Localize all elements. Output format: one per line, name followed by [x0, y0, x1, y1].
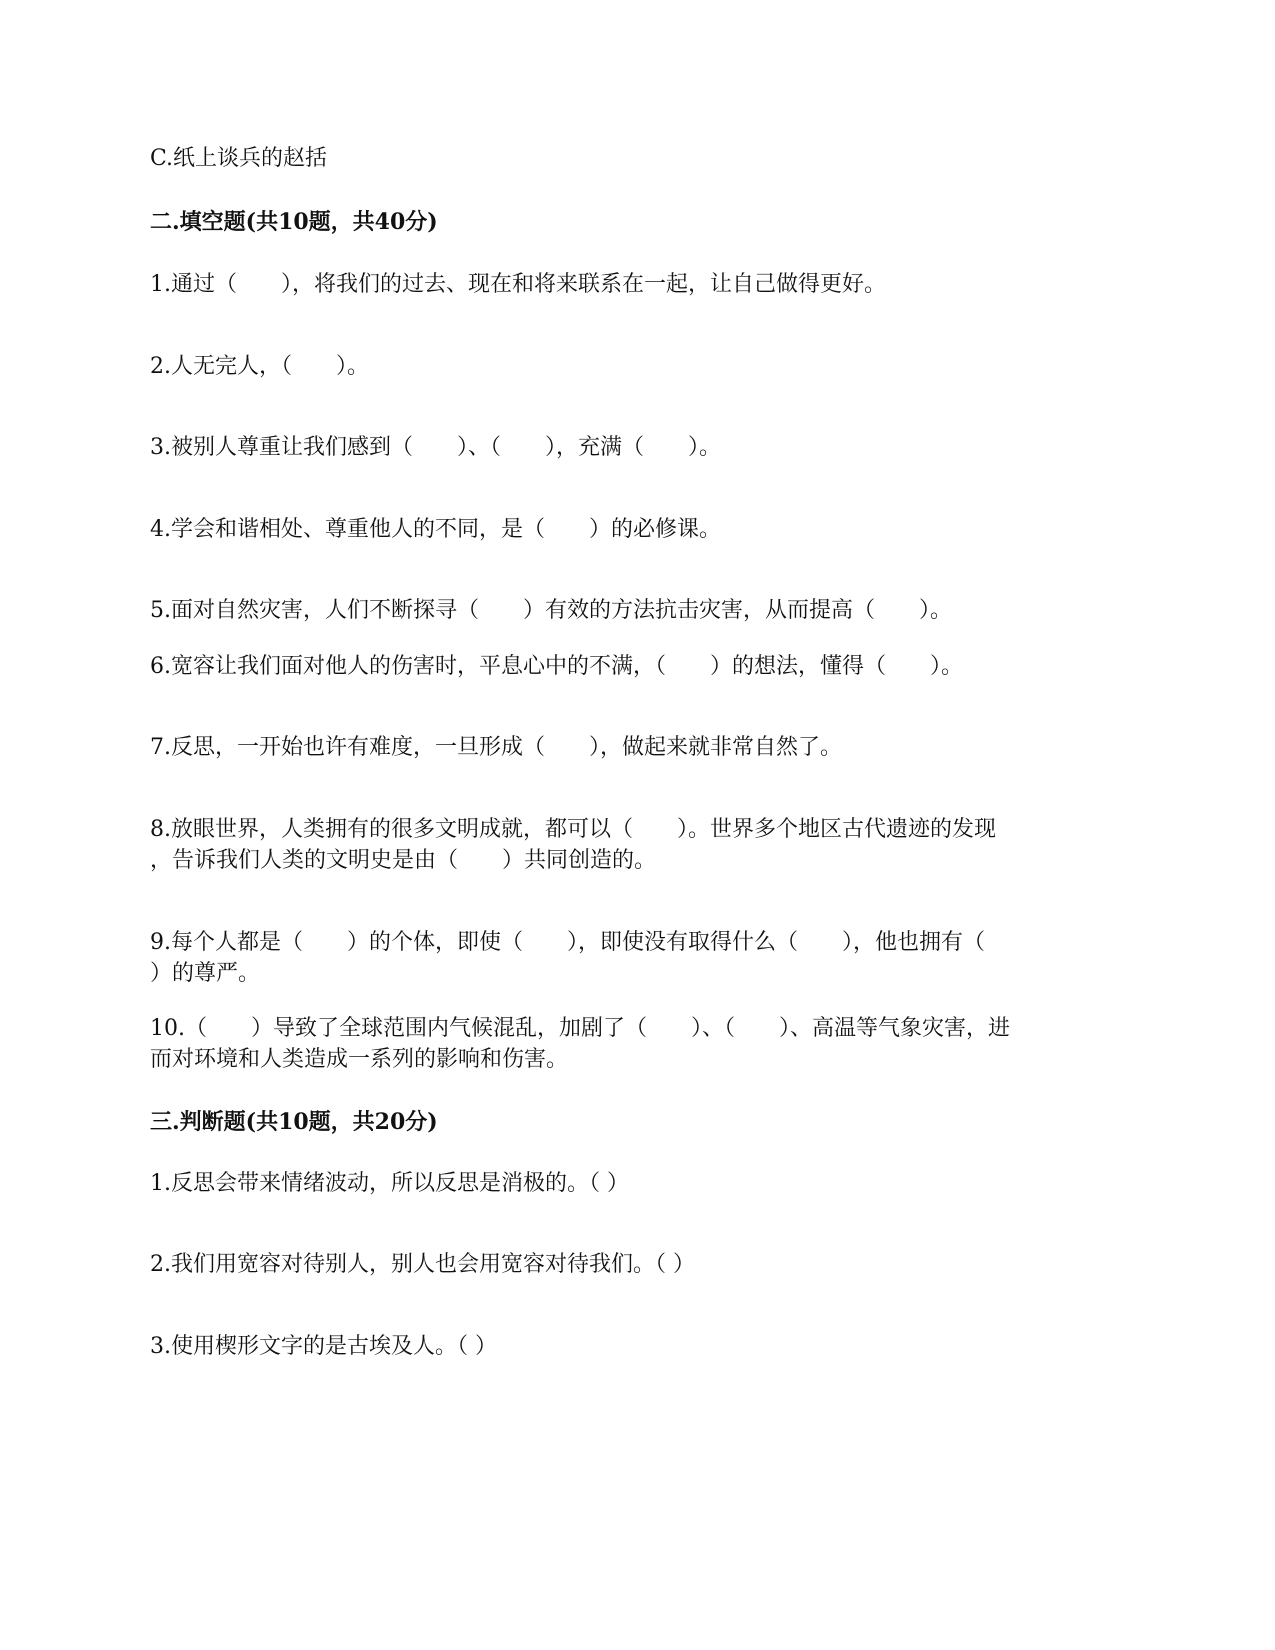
fill-question-2: 2.人无完人，（ ）。 — [150, 354, 369, 379]
option-c: C.纸上谈兵的赵括 — [150, 146, 328, 171]
fill-question-3: 3.被别人尊重让我们感到（ ）、（ ），充满（ ）。 — [150, 435, 721, 460]
judge-question-1: 1.反思会带来情绪波动，所以反思是消极的。（ ） — [150, 1171, 629, 1196]
fill-question-10-line-2: 而对环境和人类造成一系列的影响和伤害。 — [150, 1047, 569, 1072]
fill-question-10-line-1: 10.（ ）导致了全球范围内气候混乱，加剧了（ ）、（ ）、高温等气象灾害，进 — [150, 1016, 1010, 1041]
section-heading-true-false: 三.判断题(共10题，共20分) — [150, 1109, 438, 1135]
fill-question-4: 4.学会和谐相处、尊重他人的不同，是（ ）的必修课。 — [150, 517, 721, 542]
fill-question-1: 1.通过（ ），将我们的过去、现在和将来联系在一起，让自己做得更好。 — [150, 272, 886, 297]
fill-question-9-line-1: 9.每个人都是（ ）的个体，即使（ ），即使没有取得什么（ ），他也拥有（ — [150, 930, 985, 955]
fill-question-6: 6.宽容让我们面对他人的伤害时，平息心中的不满，（ ）的想法，懂得（ ）。 — [150, 654, 963, 679]
section-heading-fill-blank: 二.填空题(共10题，共40分) — [150, 209, 438, 235]
fill-question-7: 7.反思，一开始也许有难度，一旦形成（ ），做起来就非常自然了。 — [150, 735, 842, 760]
fill-question-9-line-2: ）的尊严。 — [150, 961, 261, 986]
fill-question-5: 5.面对自然灾害，人们不断探寻（ ）有效的方法抗击灾害，从而提高（ ）。 — [150, 598, 952, 623]
fill-question-8-line-1: 8.放眼世界，人类拥有的很多文明成就，都可以（ ）。世界多个地区古代遗迹的发现 — [150, 817, 996, 842]
judge-question-2: 2.我们用宽容对待别人，别人也会用宽容对待我们。（ ） — [150, 1252, 695, 1277]
judge-question-3: 3.使用楔形文字的是古埃及人。（ ） — [150, 1334, 497, 1359]
fill-question-8-line-2: ，告诉我们人类的文明史是由（ ）共同创造的。 — [150, 848, 657, 873]
